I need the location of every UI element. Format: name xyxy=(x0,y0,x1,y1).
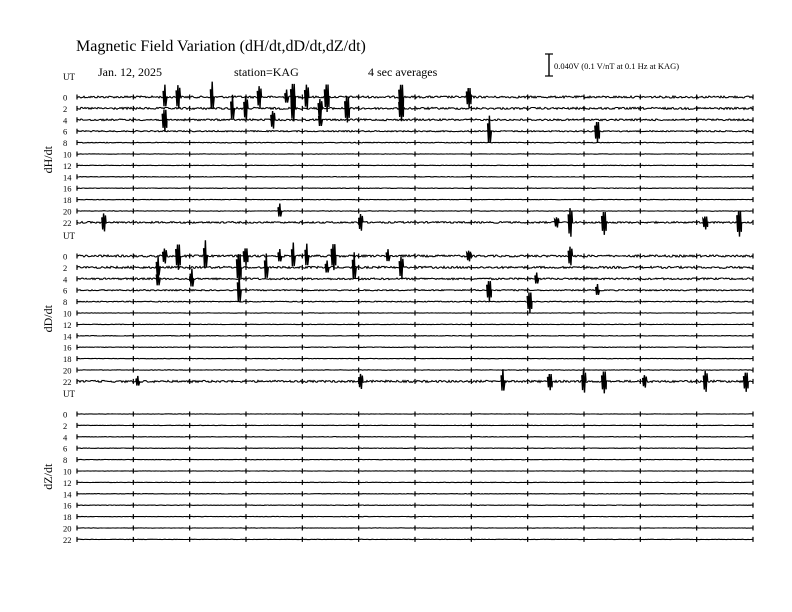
ut-label: UT xyxy=(63,389,75,399)
hour-label: 0 xyxy=(63,409,68,420)
activity-spike xyxy=(487,281,492,301)
hour-label: 20 xyxy=(63,523,72,534)
activity-spike xyxy=(325,261,329,273)
activity-spike xyxy=(555,217,559,227)
activity-spike xyxy=(231,95,235,119)
activity-spike xyxy=(305,85,309,110)
activity-spike xyxy=(359,214,363,231)
activity-spike xyxy=(163,85,167,107)
activity-spike xyxy=(602,212,607,235)
hour-label: 8 xyxy=(63,297,68,308)
activity-spike xyxy=(703,217,708,230)
station-label: station=KAG xyxy=(234,65,299,79)
chart-title: Magnetic Field Variation (dH/dt,dD/dt,dZ/dt) xyxy=(76,38,366,55)
activity-spike xyxy=(602,372,607,394)
activity-spike xyxy=(204,240,208,267)
hour-label: 2 xyxy=(63,420,68,431)
activity-spike xyxy=(568,247,572,266)
activity-spike xyxy=(278,249,282,261)
hour-label: 12 xyxy=(63,319,72,330)
activity-spike xyxy=(102,213,106,231)
activity-spike xyxy=(210,82,214,109)
hour-label: 0 xyxy=(63,251,68,262)
hour-label: 22 xyxy=(63,534,72,545)
hour-label: 6 xyxy=(63,126,68,137)
activity-spike xyxy=(595,122,600,142)
activity-spike xyxy=(548,374,553,390)
activity-spike xyxy=(703,371,707,392)
activity-spike xyxy=(501,369,505,391)
hour-label: 8 xyxy=(63,138,68,149)
activity-spike xyxy=(568,208,572,237)
activity-spike xyxy=(285,90,289,103)
averaging-label: 4 sec averages xyxy=(368,65,438,79)
date-label: Jan. 12, 2025 xyxy=(98,65,162,79)
panel-ylabel: dH/dt xyxy=(41,146,55,174)
activity-spike xyxy=(596,284,600,295)
hour-label: 12 xyxy=(63,477,72,488)
activity-spike xyxy=(176,85,180,109)
activity-spike xyxy=(163,249,167,264)
panel-ylabel: dZ/dt xyxy=(41,463,55,490)
activity-spike xyxy=(257,86,261,108)
activity-spike xyxy=(386,249,390,261)
activity-spike xyxy=(399,256,403,278)
hour-label: 22 xyxy=(63,217,72,228)
panel-ylabel: dD/dt xyxy=(41,305,55,333)
scale-label: 0.040V (0.1 V/nT at 0.1 Hz at KAG) xyxy=(554,61,680,71)
hour-label: 10 xyxy=(63,149,72,160)
hour-label: 8 xyxy=(63,455,68,466)
hour-label: 16 xyxy=(63,342,72,353)
hour-label: 4 xyxy=(63,432,68,443)
activity-spike xyxy=(162,110,167,132)
activity-spike xyxy=(466,88,471,108)
activity-spike xyxy=(467,251,471,262)
hour-label: 14 xyxy=(63,331,72,342)
hour-label: 4 xyxy=(63,274,68,285)
hour-label: 2 xyxy=(63,262,68,273)
activity-spike xyxy=(190,269,194,287)
activity-spike xyxy=(643,375,647,387)
hour-label: 2 xyxy=(63,103,68,114)
hour-label: 10 xyxy=(63,466,72,477)
hour-label: 18 xyxy=(63,512,72,523)
hour-label: 16 xyxy=(63,183,72,194)
hour-label: 20 xyxy=(63,206,72,217)
activity-spike xyxy=(292,243,296,267)
activity-spike xyxy=(305,244,309,266)
hour-label: 16 xyxy=(63,500,72,511)
hour-label: 14 xyxy=(63,172,72,183)
activity-spike xyxy=(278,204,282,217)
hour-label: 6 xyxy=(63,285,68,296)
hour-label: 12 xyxy=(63,160,72,171)
hour-label: 14 xyxy=(63,489,72,500)
activity-spike xyxy=(744,373,749,392)
ut-label: UT xyxy=(63,231,75,241)
hour-label: 18 xyxy=(63,354,72,365)
hour-label: 18 xyxy=(63,195,72,206)
activity-spike xyxy=(737,211,742,237)
hour-label: 6 xyxy=(63,443,68,454)
activity-spike xyxy=(359,374,363,389)
hour-label: 0 xyxy=(63,92,68,103)
activity-spike xyxy=(271,111,275,129)
hour-label: 20 xyxy=(63,365,72,376)
ut-label: UT xyxy=(63,72,75,82)
hour-label: 10 xyxy=(63,308,72,319)
hour-label: 4 xyxy=(63,115,68,126)
hour-label: 22 xyxy=(63,376,72,387)
